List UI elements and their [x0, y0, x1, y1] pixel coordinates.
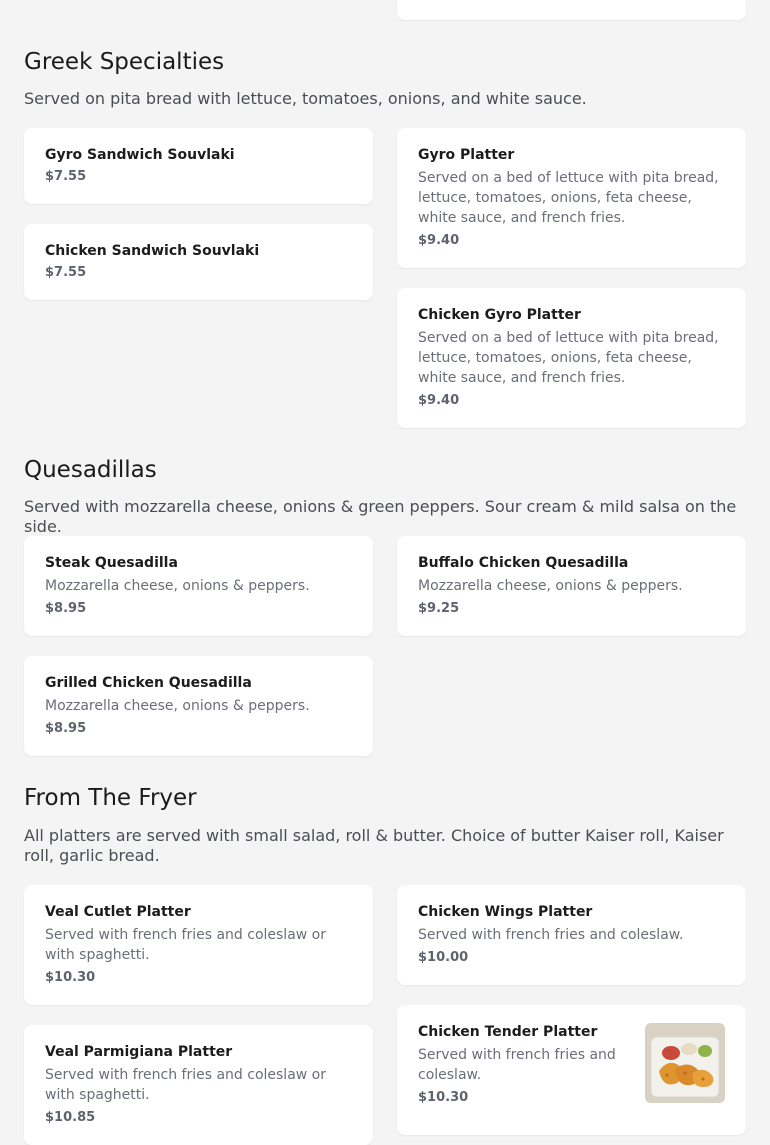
menu-item-name: Chicken Wings Platter	[418, 904, 593, 920]
section-title-greek-specialties: Greek Specialties	[24, 49, 225, 75]
chicken-tender-photo[interactable]	[645, 1023, 725, 1103]
menu-item-price: $10.00	[418, 950, 469, 965]
menu-item-description: Served on a bed of lettuce with pita bread, lettuce, tomatoes, onions, feta cheese, white sauce, and french fries.	[418, 170, 719, 226]
menu-item-price: $9.25	[418, 601, 460, 616]
menu-item-name: Grilled Chicken Quesadilla	[45, 675, 252, 691]
menu-item-card-grilled-chicken-quesadilla[interactable]	[24, 656, 373, 756]
food-image-icon	[645, 1023, 725, 1103]
menu-item-card-veal-parmigiana-platter[interactable]	[24, 1025, 373, 1145]
menu-item-description: Served with french fries and coleslaw.	[418, 1047, 616, 1083]
menu-item-card-buffalo-chicken-quesadilla[interactable]	[397, 536, 746, 636]
menu-item-description: Mozzarella cheese, onions & peppers.	[418, 578, 683, 594]
menu-item-description: Served with french fries and coleslaw or with spaghetti.	[45, 1067, 326, 1103]
menu-item-card-gyro-sandwich-souvlaki[interactable]	[24, 128, 373, 204]
menu-item-card-partial[interactable]	[397, 0, 746, 20]
section-description-greek-specialties: Served on pita bread with lettuce, tomatoes, onions, and white sauce.	[24, 89, 587, 108]
menu-item-name: Veal Cutlet Platter	[45, 904, 191, 920]
menu-item-price: $8.95	[45, 721, 87, 736]
menu-item-description: Served with french fries and coleslaw or with spaghetti.	[45, 927, 326, 963]
menu-item-price: $10.30	[45, 970, 96, 985]
menu-item-card-gyro-platter[interactable]	[397, 128, 746, 268]
section-title-from-the-fryer: From The Fryer	[24, 785, 197, 811]
menu-item-card-chicken-gyro-platter[interactable]	[397, 288, 746, 428]
menu-item-price: $7.55	[45, 265, 87, 280]
menu-item-card-chicken-tender-platter[interactable]	[397, 1005, 746, 1135]
menu-item-name: Chicken Gyro Platter	[418, 307, 581, 323]
menu-item-name: Gyro Sandwich Souvlaki	[45, 147, 235, 163]
menu-item-name: Veal Parmigiana Platter	[45, 1044, 233, 1060]
section-title-quesadillas: Quesadillas	[24, 457, 157, 483]
menu-item-price: $9.40	[418, 233, 460, 248]
menu-item-price: $10.85	[45, 1110, 96, 1125]
menu-item-name: Chicken Sandwich Souvlaki	[45, 243, 260, 259]
menu-item-price: $8.95	[45, 601, 87, 616]
menu-item-card-steak-quesadilla[interactable]	[24, 536, 373, 636]
menu-item-description: Served on a bed of lettuce with pita bread, lettuce, tomatoes, onions, feta cheese, white sauce, and french fries.	[418, 330, 719, 386]
section-description-quesadillas: Served with mozzarella cheese, onions & green peppers. Sour cream & mild salsa on the side.	[24, 497, 737, 536]
menu-item-card-chicken-wings-platter[interactable]	[397, 885, 746, 985]
menu-item-name: Gyro Platter	[418, 147, 515, 163]
menu-item-name: Chicken Tender Platter	[418, 1024, 598, 1040]
menu-item-card-chicken-sandwich-souvlaki[interactable]	[24, 224, 373, 300]
menu-item-description: Mozzarella cheese, onions & peppers.	[45, 578, 310, 594]
menu-item-description: Mozzarella cheese, onions & peppers.	[45, 698, 310, 714]
menu-item-description: Served with french fries and coleslaw.	[418, 927, 684, 943]
menu-item-price: $10.30	[418, 1090, 469, 1105]
menu-item-name: Steak Quesadilla	[45, 555, 178, 571]
menu-item-name: Buffalo Chicken Quesadilla	[418, 555, 629, 571]
section-description-from-the-fryer: All platters are served with small salad, roll & butter. Choice of butter Kaiser roll, Kaiser roll, garlic bread.	[24, 826, 724, 865]
menu-item-card-veal-cutlet-platter[interactable]	[24, 885, 373, 1005]
menu-item-price: $9.40	[418, 393, 460, 408]
menu-item-price: $7.55	[45, 169, 87, 184]
